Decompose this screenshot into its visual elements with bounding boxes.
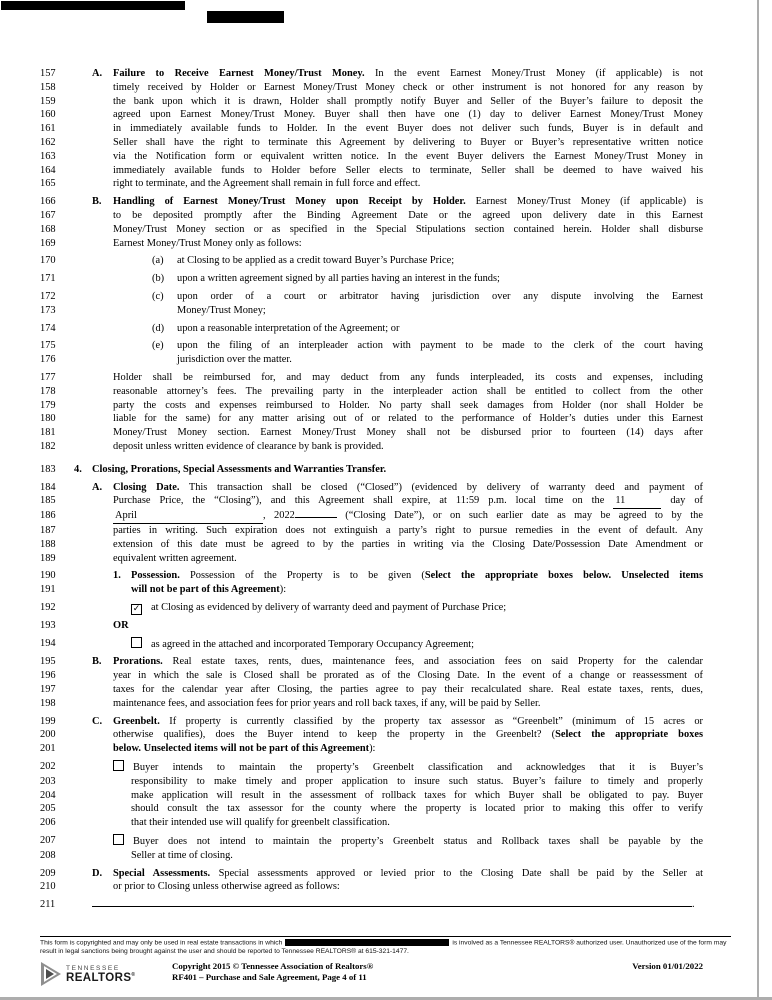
text-run: Special Assessments. [113, 867, 211, 879]
logo-tennessee-text: TENNESSEE [66, 964, 120, 972]
text-run: This transaction shall be closed (“Closed”) (evidenced by delivery of warranty deed and payment of [179, 481, 703, 493]
document-line [0, 524, 772, 538]
document-line [0, 95, 772, 109]
text-run: Handling of Earnest Money/Trust Money upon Receipt by Holder. [113, 196, 466, 208]
line-number: 164 [40, 164, 56, 176]
fill-in-field[interactable]: April [113, 509, 263, 524]
redaction-bar [207, 11, 284, 23]
text-run: (c) [152, 290, 164, 302]
line-number: 176 [40, 354, 56, 366]
text-run: upon order of a court or arbitrator having jurisdiction over any dispute involving the Earnest [177, 290, 703, 302]
document-line [0, 122, 772, 136]
text-run: D. [92, 867, 103, 879]
text-run: maintenance fees, and association fees for prior years and roll back taxes, if any, will be paid by Seller. [113, 697, 541, 709]
document-line [0, 272, 772, 286]
document-line [0, 494, 772, 509]
text-run: If property is currently classified by the property tax assessor as “Greenbelt” (minimum of 15 acres or [159, 715, 703, 727]
text-run: ): [369, 743, 376, 755]
logo-realtors-text [66, 972, 135, 984]
line-number: 194 [40, 637, 56, 649]
text-run: ): [279, 584, 287, 596]
line-number: 197 [40, 684, 56, 696]
document-line [0, 715, 772, 729]
text-run: Buyer intends to maintain the property’s Greenbelt classification and acknowledges that it is Buyer’s [133, 762, 703, 774]
text-run: Seller shall have the right to terminate this Agreement by delivering to Buyer or Buyer’s representative written notice [113, 136, 703, 148]
document-line [0, 849, 772, 863]
line-number: 174 [40, 322, 56, 334]
text-run: OR [113, 619, 129, 631]
page-edge [757, 0, 759, 1000]
text-run: A. [92, 68, 103, 79]
document-line [0, 669, 772, 683]
line-number: 192 [40, 601, 56, 613]
line-number: 178 [40, 385, 56, 397]
footer-copyright: Copyright 2015 © Tennessee Association of Realtors® [172, 961, 374, 972]
document-line [0, 385, 772, 399]
line-number: 183 [40, 463, 56, 475]
text-run: liable for the same) for any matter arising out of or related to the performance of Holder’s duties under this Earnest [113, 413, 703, 425]
copyright-notice [40, 939, 731, 956]
notice-post-text: is involved as a Tennessee REALTORS® authorized user. Unauthorized use of the form may result in legal sanctions being brought against the user and should be reported to Tennessee REALTORS® at 615-321-1477. [40, 939, 727, 955]
line-number: 180 [40, 413, 56, 425]
text-run: equivalent written agreement. [113, 552, 237, 564]
document-line [0, 552, 772, 566]
footer-form-id: RF401 – Purchase and Sale Agreement, Page 4 of 11 [172, 972, 367, 983]
checkbox-unchecked[interactable] [113, 834, 124, 845]
document-line [0, 655, 772, 669]
text-run: immediately available funds to Holder before Seller elects to terminate, Seller shall be deemed to have waived his [113, 164, 703, 176]
document-line [0, 601, 772, 615]
text-run: (“Closing Date”), or on such earlier date as may be agreed to by the [336, 510, 703, 522]
document-line [0, 371, 772, 385]
document-line [0, 164, 772, 178]
text-run: 4. [74, 463, 82, 475]
line-number: 202 [40, 761, 56, 773]
text-run: reasonable attorney’s fees. The prevailing party in the interpleader action shall be entitled to collect from the other [113, 385, 703, 397]
document-line [0, 237, 772, 251]
line-number: 159 [40, 95, 56, 107]
line-number: 188 [40, 538, 56, 550]
page-footer [40, 936, 731, 987]
document-line [0, 637, 772, 652]
document-line [0, 463, 772, 477]
line-number: 163 [40, 150, 56, 162]
text-run: make application will result in the assessment of rollback taxes for which Buyer shall be obligated to pay. Buyer [131, 789, 703, 801]
text-run: . [692, 899, 695, 911]
document-line [0, 209, 772, 223]
text-run: 1. [113, 570, 121, 582]
line-number: 170 [40, 255, 56, 267]
checkbox-checked[interactable]: ✓ [132, 603, 141, 614]
text-run: Money/Trust Money section or as specified in the Special Stipulations section contained herein. Holder shall disburse [113, 223, 703, 235]
text-run: upon the filing of an interpleader action with payment to be made to the clerk of the court having [177, 340, 703, 352]
document-line [0, 195, 772, 209]
line-number: 161 [40, 123, 56, 135]
text-run: taxes for the calendar year after Closing, the parties agree to pay their recalculated share. Real estate taxes, rents, dues, [113, 684, 703, 696]
text-run: , 2022 [263, 510, 295, 522]
text-run: Closing Date. [113, 481, 180, 493]
text-run: to be deposited promptly after the Binding Agreement Date or the agreed upon delivery date in this Earnest [113, 209, 703, 221]
text-run: A. [92, 481, 103, 493]
line-number: 158 [40, 81, 56, 93]
document-line [0, 322, 772, 336]
text-run: that their intended use will qualify for greenbelt classification. [131, 817, 390, 829]
text-run: C. [92, 715, 103, 727]
text-run: Seller at time of closing. [131, 849, 233, 861]
line-number: 210 [40, 881, 56, 893]
text-run: Possession. [131, 570, 180, 582]
document-line [0, 150, 772, 164]
text-run: right to terminate, and the Agreement shall remain in full force and effect. [113, 178, 421, 190]
line-number: 181 [40, 427, 56, 439]
line-number: 162 [40, 136, 56, 148]
line-number: 167 [40, 209, 56, 221]
document-line [0, 481, 772, 495]
text-run: B. [92, 656, 102, 668]
tennessee-realtors-logo [40, 961, 142, 987]
text-run: parties in writing. Such expiration does not extinguish a party’s right to pursue remedies in the event of default. Any [113, 524, 703, 536]
text-run: below. Unselected items will not be part of this Agreement [113, 743, 370, 755]
line-number: 169 [40, 237, 56, 249]
line-number: 173 [40, 304, 56, 316]
document-line [0, 775, 772, 789]
text-run: (e) [152, 340, 164, 352]
fill-in-field[interactable]: 11 [613, 494, 661, 509]
logo-chevron-icon [40, 961, 62, 987]
text-run: or prior to Closing unless otherwise agreed as follows: [113, 881, 340, 893]
text-run: Buyer does not intend to maintain the property’s Greenbelt status and Rollback taxes shall be payable by the [133, 836, 703, 848]
document-line [0, 304, 772, 318]
text-run: otherwise qualifies), does the Buyer intend to keep the property in the Greenbelt? ( [113, 729, 556, 741]
text-run: extension of this date must be agreed to by the parties in writing via the Closing Date/Possession Date Amendment or [113, 538, 703, 550]
text-run: Holder shall be reimbursed for, and may deduct from any funds interpleaded, its costs and expenses, including [113, 371, 703, 383]
text-run: Money/Trust Money; [177, 304, 266, 316]
document-line [0, 81, 772, 95]
document-line [0, 426, 772, 440]
text-run: (d) [152, 322, 165, 334]
text-run: Possession of the Property is to be given ( [179, 570, 425, 582]
document-line [0, 353, 772, 367]
document-line [0, 898, 772, 912]
text-run: jurisdiction over the matter. [177, 354, 292, 366]
fill-in-field[interactable] [92, 906, 692, 907]
line-number: 168 [40, 223, 56, 235]
document-line [0, 177, 772, 191]
line-number: 179 [40, 399, 56, 411]
line-number: 190 [40, 570, 56, 582]
text-run: Earnest Money/Trust Money (if applicable) is [465, 196, 703, 208]
document-line [0, 802, 772, 816]
document-line [0, 223, 772, 237]
document-line [0, 816, 772, 830]
document-line [0, 538, 772, 552]
line-number: 211 [40, 899, 56, 911]
text-run: Prorations. [113, 656, 163, 668]
line-number: 175 [40, 340, 56, 352]
footer-row [40, 961, 731, 987]
text-run: upon a reasonable interpretation of the Agreement; or [177, 322, 400, 334]
line-number: 204 [40, 789, 56, 801]
text-run: Real estate taxes, rents, dues, maintenance fees, and association fees on said Property for the calendar [162, 656, 703, 668]
line-number: 201 [40, 743, 56, 755]
line-number: 200 [40, 729, 56, 741]
line-number: 191 [40, 584, 56, 596]
text-run: at Closing to be applied as a credit toward Buyer’s Purchase Price; [177, 255, 455, 267]
redaction-bar [285, 939, 449, 946]
text-run: at Closing as evidenced by delivery of warranty deed and payment of Purchase Price; [151, 601, 507, 613]
footer-version: Version 01/01/2022 [632, 961, 703, 972]
line-number: 184 [40, 481, 56, 493]
document-line [0, 569, 772, 583]
document-line [0, 399, 772, 413]
text-run: responsibility to make timely and proper application to insure such status. Buyer’s failure to timely and properly [131, 775, 703, 787]
text-run: Greenbelt. [113, 715, 160, 727]
text-run: agreed upon Earnest Money/Trust Money. Buyer shall then have one (1) day to deliver Earnest Money/Trust Money [113, 109, 703, 121]
line-number: 187 [40, 524, 56, 536]
document-line [0, 683, 772, 697]
text-run: as agreed in the attached and incorporated Temporary Occupancy Agreement; [151, 638, 475, 650]
text-run: party the costs and expenses reimbursed to Holder. No party shall seek damages from Holder (nor shall Holder be [113, 399, 703, 411]
text-run: In the event Earnest Money/Trust Money (if applicable) is not [364, 68, 703, 79]
text-run: upon a written agreement signed by all parties having an interest in the funds; [177, 273, 500, 285]
document-line [0, 136, 772, 150]
logo-registered-mark: ® [131, 971, 136, 978]
text-run: day of [661, 495, 703, 507]
document-line [0, 789, 772, 803]
document-line [0, 509, 772, 524]
line-number: 193 [40, 619, 56, 631]
footer-center [172, 961, 373, 983]
text-run: via the Notification form or equivalent written notice. In the event Buyer delivers the Earnest Money/Trust Money in [113, 150, 703, 162]
text-run: (a) [152, 255, 164, 267]
text-run: in immediately available funds to Holder. In the event Buyer does not deliver such funds, Buyer is in default and [113, 123, 703, 135]
document-line [0, 867, 772, 881]
text-run: Closing, Prorations, Special Assessments and Warranties Transfer. [92, 463, 387, 475]
text-run: will not be part of this Agreement [131, 584, 280, 596]
line-number: 207 [40, 835, 56, 847]
text-run: Failure to Receive Earnest Money/Trust Money. [113, 68, 365, 79]
text-run: Select the appropriate boxes below. Unselected items [424, 570, 703, 582]
fill-in-field[interactable] [295, 517, 337, 518]
line-number: 196 [40, 670, 56, 682]
line-number: 199 [40, 715, 56, 727]
line-number: 166 [40, 196, 56, 208]
line-number: 198 [40, 697, 56, 709]
text-run: B. [92, 196, 102, 208]
document-line [0, 67, 772, 81]
line-number: 171 [40, 273, 56, 285]
line-number: 172 [40, 290, 56, 302]
line-number: 182 [40, 440, 56, 452]
document-line [0, 697, 772, 711]
text-run: the bank upon which it is drawn, Holder shall promptly notify Buyer and Seller of the Buyer’s failure to deposit the [113, 95, 703, 107]
line-number: 177 [40, 371, 56, 383]
text-run: Purchase Price, the “Closing”), and this Agreement shall expire, at 11:59 p.m. local time on the [113, 495, 614, 507]
line-number: 157 [40, 68, 56, 79]
text-run: (b) [152, 273, 165, 285]
document-line [0, 290, 772, 304]
text-run: Select the appropriate boxes [555, 729, 703, 741]
notice-pre-text: This form is copyrighted and may only be used in real estate transactions in which [40, 939, 283, 947]
document-line [0, 583, 772, 597]
document-line [0, 108, 772, 122]
line-number: 208 [40, 849, 56, 861]
line-number: 205 [40, 803, 56, 815]
document-line [0, 412, 772, 426]
line-number: 203 [40, 775, 56, 787]
line-number: 185 [40, 495, 56, 507]
document-line [0, 834, 772, 849]
line-number: 160 [40, 109, 56, 121]
line-number: 206 [40, 817, 56, 829]
line-number: 165 [40, 178, 56, 190]
document-line [0, 339, 772, 353]
text-run: Earnest Money/Trust Money only as follows: [113, 237, 302, 249]
checkbox-unchecked[interactable] [113, 760, 124, 771]
text-run: timely received by Holder or Earnest Money/Trust Money check or other instrument is not honored for any reason by [113, 81, 703, 93]
document-line [0, 619, 772, 633]
document-line [0, 254, 772, 268]
text-run: Special assessments approved or levied prior to the Closing Date shall be paid by the Seller at [210, 867, 703, 879]
text-run: Money/Trust Money section. Earnest Money/Trust Money shall not be disbursed prior to fourteen (14) days after [113, 427, 703, 439]
line-number: 186 [40, 510, 56, 522]
text-run: year in which the sale is Closed shall be prorated as of the Closing Date. In the event of a change or reassessment of [113, 670, 703, 682]
redaction-bar [1, 1, 185, 10]
document-line [0, 728, 772, 742]
document-line [0, 440, 772, 454]
line-number: 189 [40, 552, 56, 564]
text-run: deposit unless written evidence of clearance by bank is provided. [113, 440, 384, 452]
logo-realtors-word: REALTORS [66, 971, 132, 984]
line-number: 195 [40, 656, 56, 668]
document-line [0, 742, 772, 756]
document-line [0, 760, 772, 775]
document-line [0, 880, 772, 894]
logo-text [66, 965, 135, 984]
checkbox-unchecked[interactable] [131, 637, 142, 648]
text-run: should consult the tax assessor for the county where the property is located prior to making this offer to verify [131, 803, 703, 815]
line-number: 209 [40, 867, 56, 879]
